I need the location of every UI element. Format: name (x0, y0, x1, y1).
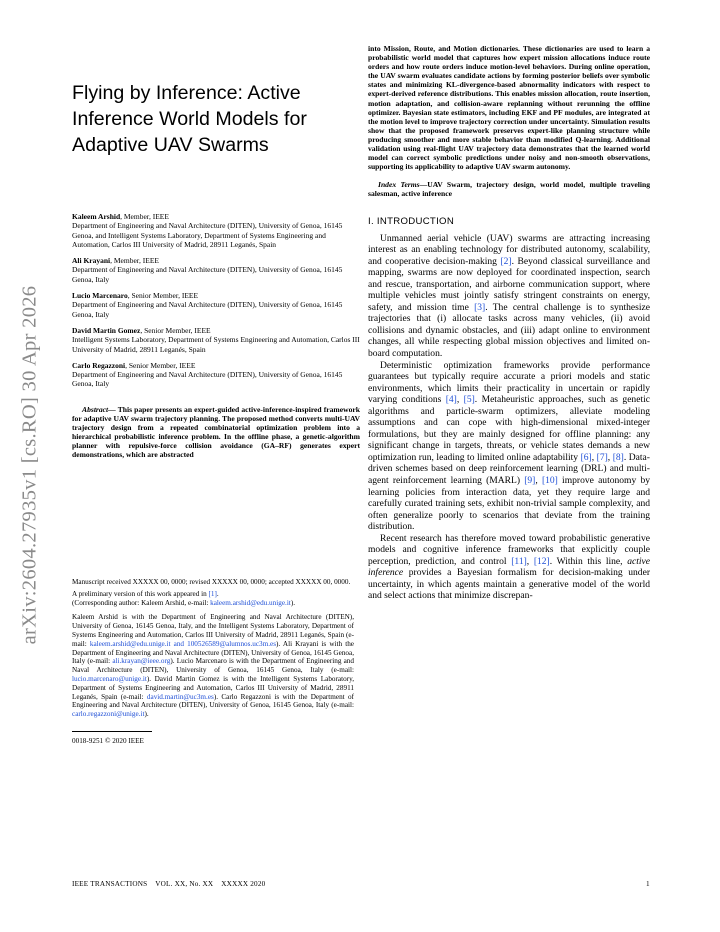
text: , (456, 394, 464, 406)
citation-link[interactable]: [4] (445, 394, 457, 406)
bio-text: ). David Martin Gomez is with the Intelligent Systems Laboratory, Department of Systems Engineering and Automation, Carlos III University of Madrid, 28911 Leganés, Spain (e-mail: (72, 674, 354, 701)
author-name: Kaleem Arshid (72, 212, 121, 221)
index-terms (368, 180, 650, 198)
section-heading: I. INTRODUCTION (368, 215, 455, 227)
author-block (72, 326, 360, 354)
citation-link[interactable]: [6] (580, 451, 592, 463)
bio-text: ). Lucio Marcenaro is with the Department of Engineering and Naval Architecture (DITEN), University of Genoa, 16145 Genoa, Italy (e-mail: (72, 657, 354, 675)
citation-link[interactable]: [12] (533, 555, 550, 567)
author-affiliation: Department of Engineering and Naval Architecture (DITEN), University of Genoa, 16145 Genoa, Italy (72, 265, 343, 284)
page-number: 1 (646, 880, 650, 888)
abstract-label: Abstract— (82, 404, 116, 414)
corresponding-author: (Corresponding author: Kaleem Arshid, e-mail: (72, 598, 211, 607)
author-block (72, 256, 360, 284)
author-role: , Senior Member, IEEE (140, 325, 211, 335)
email-link[interactable]: kaleem.arshid@edu.unige.it (210, 598, 291, 607)
author-name: Carlo Regazzoni (72, 360, 126, 370)
text: improve autonomy by learning policies from interaction data, yet they require large and carefully curated training sets, exhibit non-trivial sample complexity, and often generalize poorly to scenarios that deviate from the training distribution. (368, 474, 650, 533)
abstract-continued: into Mission, Route, and Motion dictionaries. These dictionaries are used to learn a probabilistic world model that captures how expert mission allocations induce route orders and how route orders induce motion-level behaviors. During online operation, the UAV swarm evaluates candidate actions by forming posterior beliefs over symbolic states and minimizing KL-divergence-based abnormality indicators with respect to expert-derived reference distributions. This enables mission allocation, route insertion, motion adaptation, and collision-aware replanning without rerunning the offline optimizer. Bayesian state estimators, including EKF and PF modules, are integrated at the motion level to improve trajectory correction under uncertainty. Simulation results show that the proposed framework preserves expert-like planning structure while producing smoother and more stable behavior than modified Q-learning. Additional validation using real-flight UAV trajectory data demonstrates that the learned world model can correct symbolic predictions under noisy and non-smooth observations, supporting its applicability to adaptive UAV swarm autonomy. (368, 44, 650, 172)
arxiv-sidebar-stamp (10, 230, 50, 700)
author-role: , Senior Member, IEEE (127, 291, 199, 301)
author-affiliation: Department of Engineering and Naval Architecture (DITEN), University of Genoa, 16145 Genoa, and Intelligent Systems Laboratory, Department of Systems Engineering and Automation, Carlos III University of Madrid, 28911 Leganés, Spain (72, 221, 343, 249)
email-link[interactable]: ali.krayan@ieee.org (112, 657, 171, 666)
citation-link[interactable]: [10] (541, 474, 558, 486)
text: , (526, 555, 534, 567)
author-bios (72, 613, 354, 719)
prelim-note (72, 590, 354, 608)
author-block (72, 361, 360, 389)
bio-text: Kaleem Arshid is with the Department of Engineering and Naval Architecture (DITEN), University of Genoa, 16145 Genoa, Italy, and the Intelligent Systems Laboratory, Department of Systems Engineering and Automation, Carlos III University of Madrid, 28911 Leganés, Spain (e-mail: (72, 613, 354, 648)
prelim-end: . (216, 589, 219, 598)
author-name: Ali Krayani (72, 256, 111, 266)
prelim-text: A preliminary version of this work appeared in (72, 589, 209, 598)
author-affiliation: Intelligent Systems Laboratory, Department of Systems Engineering and Automation, Carlos III University of Madrid, 28911 Leganés, Spain (72, 335, 360, 354)
text: . Beyond classical surveillance and mapping, swarms are now deployed for coordinated inspection, search and rescue, transportation, and airborne communication support, where multiple vehicles must jointly satisfy stringent constraints on energy, safety, and mission time (368, 255, 650, 313)
paragraph (368, 233, 650, 360)
paragraph (368, 533, 650, 602)
citation-link[interactable]: [3] (474, 301, 486, 313)
bio-text: ). (144, 710, 149, 719)
author-affiliation: Department of Engineering and Naval Architecture (DITEN), University of Genoa, 16145 Genoa, Italy (72, 300, 343, 319)
title-line: Flying by Inference: Active (72, 82, 301, 104)
author-block (72, 212, 360, 249)
text: provides a Bayesian formalism for decision-making under uncertainty, in which agents maintain a generative model of the world and select actions that minimize discrepan- (368, 567, 650, 602)
abstract (72, 405, 360, 460)
footnotes (72, 578, 354, 749)
corr-end: ). (290, 598, 296, 607)
title-line: Inference World Models for (72, 108, 307, 130)
citation-link[interactable]: [8] (612, 451, 624, 463)
email-link[interactable]: kaleem.arshid@edu.unige.it and 100526589@alumnos.uc3m.es (89, 639, 276, 648)
citation-link[interactable]: [1] (208, 589, 217, 598)
author-role: , Member, IEEE (110, 256, 159, 266)
title-line: Adaptive UAV Swarms (72, 134, 269, 156)
paper-title (72, 80, 360, 158)
text: . Within this line, (549, 555, 628, 567)
text: Recent research has therefore moved toward probabilistic generative models and cognitive inference frameworks that explicitly couple perception, prediction, and control (368, 532, 650, 567)
paragraph (368, 360, 650, 533)
manuscript-dates: Manuscript received XXXXX 00, 0000; revised XXXXX 00, 0000; accepted XXXXX 00, 0000. (72, 578, 351, 586)
abstract-text: This paper presents an expert-guided active-inference-inspired framework for adaptive UAV swarm trajectory planning. The proposed method converts multi-UAV trajectory design from a repeated combinatorial optimization problem into a hierarchical probabilistic inference problem. In the offline phase, a genetic-algorithm planner with repulsive-force collision avoidance (GA–RF) generates expert demonstrations, which are abstracted (72, 404, 360, 460)
text: . The central challenge is to synthesize trajectories that (i) allocate tasks across many vehicles, (ii) avoid collisions and dynamic obstacles, and (iii) adapt online to environment changes, all while respecting global mission objectives and limited on-board computation. (368, 301, 650, 359)
citation-link[interactable]: [11] (511, 555, 527, 567)
footnote-rule (72, 731, 152, 732)
author-name: Lucio Marcenaro (72, 291, 128, 301)
text: Unmanned aerial vehicle (UAV) swarms are attracting increasing interest as an enabling technology for distributed autonomy, scalability, and cooperative decision-making (368, 232, 650, 267)
emphasis: active inference (368, 555, 650, 579)
journal-footer: IEEE TRANSACTIONS VOL. XX, No. XX XXXXX 2020 (72, 880, 266, 888)
citation-link[interactable]: [2] (500, 255, 512, 267)
copyright-notice: 0018-9251 © 2020 IEEE (72, 736, 144, 745)
email-link[interactable]: carlo.regazzoni@unige.it (72, 710, 145, 719)
email-link[interactable]: david.martin@uc3m.es (146, 692, 214, 701)
text: . Data-driven schemes based on deep reinforcement learning (DRL) and multi-agent reinforcement learning (MARL) (368, 451, 650, 486)
author-block (72, 291, 360, 319)
text: , (591, 451, 597, 463)
citation-link[interactable]: [7] (596, 451, 608, 463)
text: Deterministic optimization frameworks provide performance guarantees but typically require accurate a priori models and static environments, which limits their practicality in uncertain or rapidly varying conditions (368, 359, 650, 406)
author-role: , Senior Member, IEEE (125, 360, 196, 370)
bio-text: ). Carlo Regazzoni is with the Department of Engineering and Naval Architecture (DITEN), University of Genoa, 16145 Genoa, Italy (e-mail: (72, 692, 354, 710)
citation-link[interactable]: [5] (463, 394, 475, 406)
author-list (72, 212, 360, 389)
index-terms-text: —UAV Swarm, trajectory design, world model, multiple traveling salesman, active inference (368, 180, 651, 199)
text: . Metaheuristic approaches, such as genetic algorithms and particle-swarm optimizers, alleviate modeling assumptions and can cope with high-dimensional mixed-integer formulations, but they are mainly designed for offline planning: any significant change in targets, threats, or vehicle states demands a new optimization run, leading to limited online adaptability (368, 394, 650, 463)
email-link[interactable]: lucio.marcenaro@unige.it (72, 674, 147, 683)
right-column (368, 44, 650, 602)
left-column (72, 48, 360, 459)
author-role: , Member, IEEE (120, 212, 169, 221)
introduction-body (368, 233, 650, 603)
text: , (535, 474, 542, 486)
index-terms-label: Index Terms (378, 180, 420, 190)
citation-link[interactable]: [9] (524, 474, 536, 486)
arxiv-id: arXiv:2604.27935v1 [cs.RO] 30 Apr 2026 (18, 285, 41, 645)
author-name: David Martin Gomez (72, 325, 141, 335)
bio-text: ). Ali Krayani is with the Department of Engineering and Naval Architecture (DITEN), University of Genoa, 16145 Genoa, Italy (e-mail: (72, 639, 354, 666)
text: , (607, 451, 613, 463)
author-affiliation: Department of Engineering and Naval Architecture (DITEN), University of Genoa, 16145 Genoa, Italy (72, 370, 343, 389)
